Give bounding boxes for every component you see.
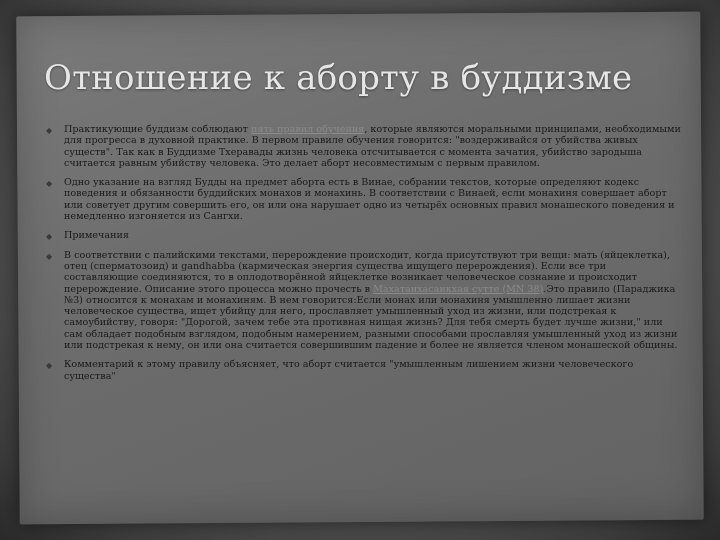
bullet-text: Примечания [64,230,129,242]
bullet-item [46,250,682,352]
bullet-item [46,177,682,222]
bullet-dot-icon: ◆ [46,251,53,261]
bullet-text: Комментарий к этому правилу объясняет, что аборт считается "умышленным лишением жизни человеческого существа" [64,359,634,382]
bullet-dot-icon: ◆ [46,232,53,242]
bullet-text: , которые являются моральными принципами, необходимыми для прогресса в духовной практике. В первом правиле обучения говорится: "воздерживайся от убийства живых существ". Так как в Буддизме Тхеравады жизнь человека отсчитывается с момента зачатия, убийство зародыша считается равным убийству человека. Это делает аборт несовместимым с первым правилом. [64,124,681,169]
bullet-item [46,124,682,169]
bullet-text: В соответствии с палийскими текстами, перерождение происходит, когда присутствуют три вещи: мать (яйцеклетка), отец (сперматозоид) и gandhabba (кармическая энергия существа ищущего перерождения). Если все три составляющие соединяются, то в оплодотворённой яйцеклетке возникает человеческое сознание и происходит перерождение. Описание этого процесса можно прочесть в [64,249,670,295]
slide-title: Отношение к аборту в буддизме [44,58,633,98]
bullet-text: .Это правило (Параджика №3) относится к монахам и монахиням. В нем говорится:Если монах или монахиня умышленно лишает жизни человеческое существа, ищет убийцу для него, прославляет умышленный уход из жизни, или подстрекая к самоубийству, говоря: "Дорогой, зачем тебе эта противная нищая жизнь? Для тебя смерть будет лучше жизни," или сам обладает подобным взглядом, подобным намерением, разными способами прославляя умышленный уход из жизни или подстрекая к нему, он или она считается совершившим падение и более не является членом монашеской общины. [64,283,678,352]
bullet-item [46,359,682,382]
bullet-dot-icon: ◆ [46,126,53,135]
bullet-text: Практикующие буддизм соблюдают [64,124,252,135]
bullet-item [46,230,682,241]
bullet-dot-icon: ◆ [46,361,53,371]
bullet-list [46,124,682,382]
bullet-text: Одно указание на взгляд Будды на предмет аборта есть в Винае, собрании текстов, которые определяют кодекс поведения и обязанности буддийских монахов и монахинь. В соответствии с Винаей, если монахиня совершает аборт или советует другим совершить его, он или она нарушает одно из четырёх основных правил монашеского поведения и немедленно изгоняется из Сангхи. [64,177,675,223]
five-precepts-link[interactable]: пять правил обучения [251,124,365,135]
slide-content [46,124,682,390]
bullet-dot-icon: ◆ [46,179,53,189]
sutta-link[interactable]: Махатанхасанкхая сутте (MN 38) [373,283,544,295]
